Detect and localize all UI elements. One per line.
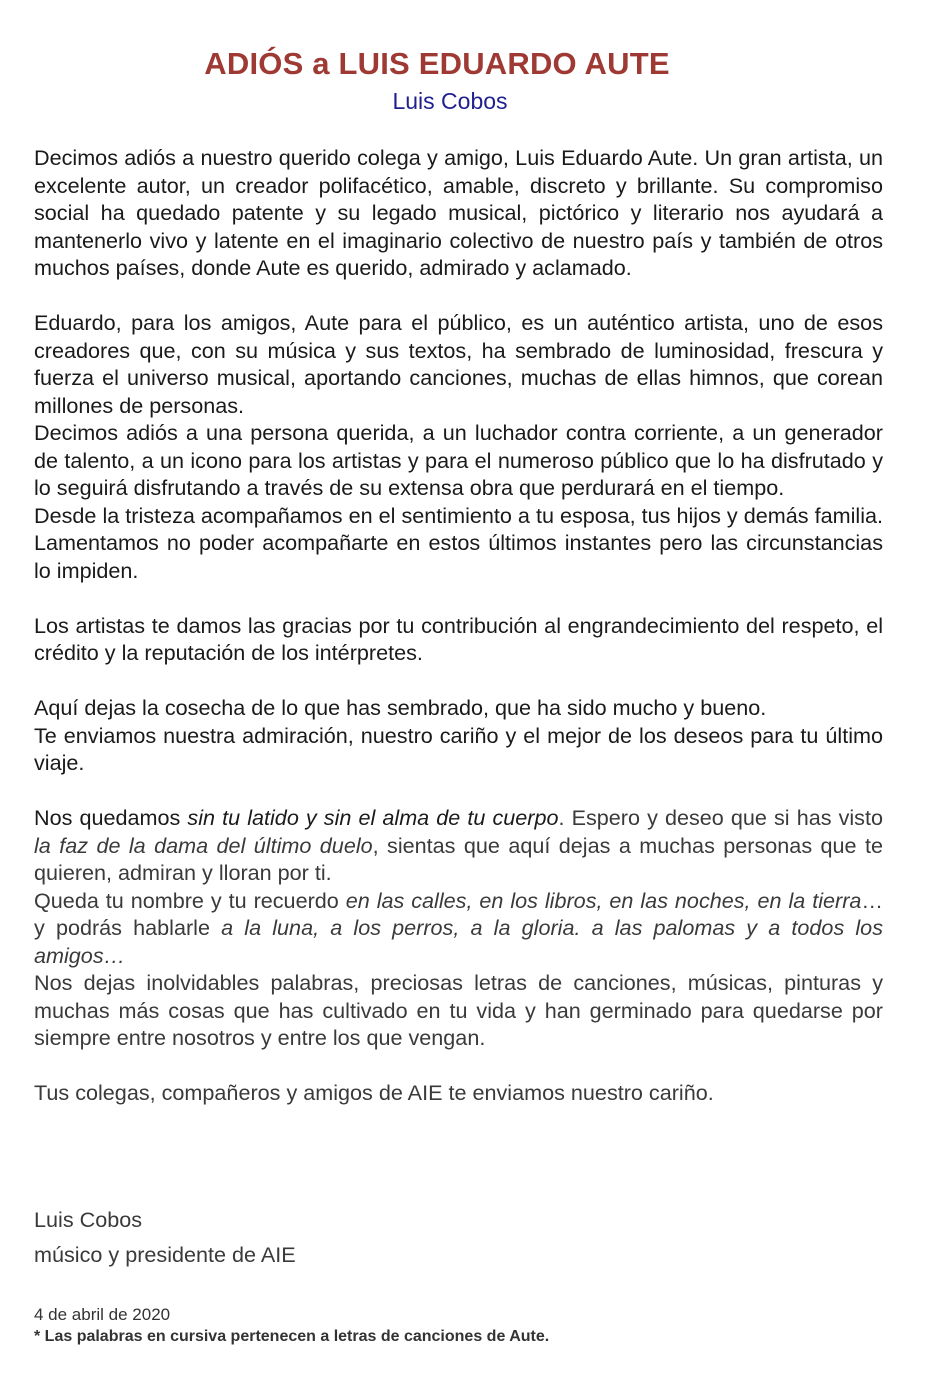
paragraph-8 <box>34 804 883 887</box>
document-date: 4 de abril de 2020 <box>34 1305 171 1324</box>
paragraph-gap <box>34 1052 883 1080</box>
paragraph-9-text: … y podrás hablarle <box>34 887 883 940</box>
paragraph-gap <box>34 282 883 310</box>
lyric-quote: la faz de la dama del último duelo <box>34 832 373 858</box>
paragraph-11: Tus colegas, compañeros y amigos de AIE te enviamos nuestro cariño. <box>34 1080 714 1105</box>
paragraph-7: Te enviamos nuestra admiración, nuestro cariño y el mejor de los deseos para tu último viaje. <box>34 722 883 775</box>
lyric-quote: sin tu latido y sin el alma de tu cuerpo <box>187 805 559 830</box>
footnote: * Las palabras en cursiva pertenecen a letras de canciones de Aute. <box>34 1328 550 1345</box>
lyric-quote: en las calles, en los libros, en las noches, en la tierra <box>345 887 862 913</box>
signature-name: Luis Cobos <box>34 1207 143 1232</box>
paragraph-gap <box>34 777 883 805</box>
paragraph-6: Aquí dejas la cosecha de lo que has sembrado, que ha sido mucho y bueno. <box>34 695 767 720</box>
lyric-quote: a la luna, a los perros, a la gloria. a las palomas y a todos los amigos… <box>34 915 883 968</box>
document-title: ADIÓS a LUIS EDUARDO AUTE <box>204 46 670 81</box>
letter-body <box>34 144 883 1107</box>
paragraph-3: Decimos adiós a una persona querida, a un luchador contra corriente, a un generador de talento, a un icono para los artistas y para el numeroso público que lo ha disfrutado y lo seguirá disfrutando a través de su extensa obra que perdurará en el tiempo. <box>34 420 883 500</box>
signature-role: músico y presidente de AIE <box>34 1242 296 1267</box>
paragraph-10: Nos dejas inolvidables palabras, preciosas letras de canciones, músicas, pinturas y muchas más cosas que has cultivado en tu vida y han germinado para quedarse por siempre entre nosotros y entre los que vengan. <box>34 970 883 1050</box>
paragraph-8-text: , sientas que aquí dejas a muchas personas que te quieren, admiran y lloran por ti. <box>34 832 883 885</box>
paragraph-2: Eduardo, para los amigos, Aute para el público, es un auténtico artista, uno de esos creadores que, con su música y sus textos, ha sembrado de luminosidad, frescura y fuerza el universo musical, aportando canciones, muchas de ellas himnos, que corean millones de personas. <box>34 310 883 418</box>
paragraph-gap <box>34 667 883 695</box>
paragraph-9-text: Queda tu nombre y tu recuerdo <box>34 887 346 913</box>
paragraph-8-text: . Espero y deseo que si has visto <box>558 805 883 830</box>
paragraph-1: Decimos adiós a nuestro querido colega y amigo, Luis Eduardo Aute. Un gran artista, un excelente autor, un creador polifacético, amable, discreto y brillante. Su compromiso social ha quedado patente y su legado musical, pictórico y literario nos ayudará a mantenerlo vivo y latente en el imaginario colectivo de nuestro país y también de otros muchos países, donde Aute es querido, admirado y aclamado. <box>34 145 883 280</box>
paragraph-gap <box>34 584 883 612</box>
paragraph-8-text: Nos quedamos <box>34 805 188 830</box>
paragraph-5: Los artistas te damos las gracias por tu contribución al engrandecimiento del respeto, el crédito y la reputación de los intérpretes. <box>34 612 883 665</box>
paragraph-9 <box>34 887 883 970</box>
document-author: Luis Cobos <box>392 88 508 114</box>
paragraph-4: Desde la tristeza acompañamos en el sentimiento a tu esposa, tus hijos y demás familia. Lamentamos no poder acompañarte en estos últimos instantes pero las circunstancias lo impiden. <box>34 502 883 583</box>
